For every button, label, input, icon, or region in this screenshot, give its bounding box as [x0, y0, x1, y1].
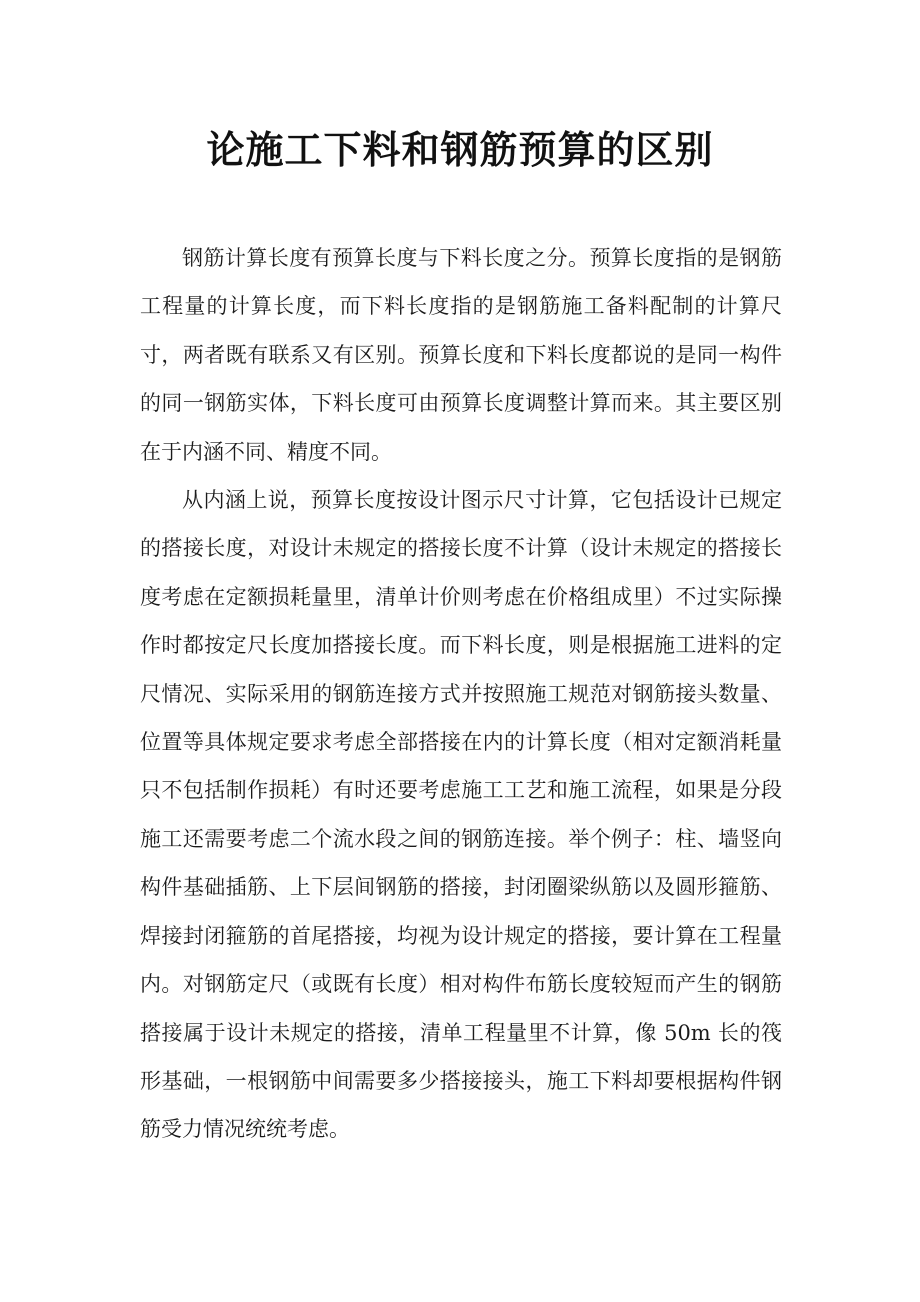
paragraph-2: 从内涵上说，预算长度按设计图示尺寸计算，它包括设计已规定的搭接长度，对设计未规定的搭接长度不计算（设计未规定的搭接长度考虑在定额损耗量里，清单计价则考虑在价格组成里）不过实际操作时都按定尺长度加搭接长度。而下料长度，则是根据施工进料的定尺情况、实际采用的钢筋连接方式并按照施工规范对钢筋接头数量、位置等具体规定要求考虑全部搭接在内的计算长度（相对定额消耗量只不包括制作损耗）有时还要考虑施工工艺和施工流程，如果是分段施工还需要考虑二个流水段之间的钢筋连接。举个例子：柱、墙竖向构件基础插筋、上下层间钢筋的搭接，封闭圈梁纵筋以及圆形箍筋、焊接封闭箍筋的首尾搭接，均视为设计规定的搭接，要计算在工程量内。对钢筋定尺（或既有长度）相对构件布筋长度较短而产生的钢筋搭接属于设计未规定的搭接，清单工程量里不计算，像 50m 长的筏形基础，一根钢筋中间需要多少搭接接头，施工下料却要根据构件钢筋受力情况统统考虑。 — [140, 488, 782, 1142]
paragraph-1: 钢筋计算长度有预算长度与下料长度之分。预算长度指的是钢筋工程量的计算长度，而下料长度指的是钢筋施工备料配制的计算尺寸，两者既有联系又有区别。预算长度和下料长度都说的是同一构件的同一钢筋实体，下料长度可由预算长度调整计算而来。其主要区别在于内涵不同、精度不同。 — [140, 246, 782, 464]
document-body — [140, 234, 782, 1154]
document-title: 论施工下料和钢筋预算的区别 — [206, 127, 714, 172]
